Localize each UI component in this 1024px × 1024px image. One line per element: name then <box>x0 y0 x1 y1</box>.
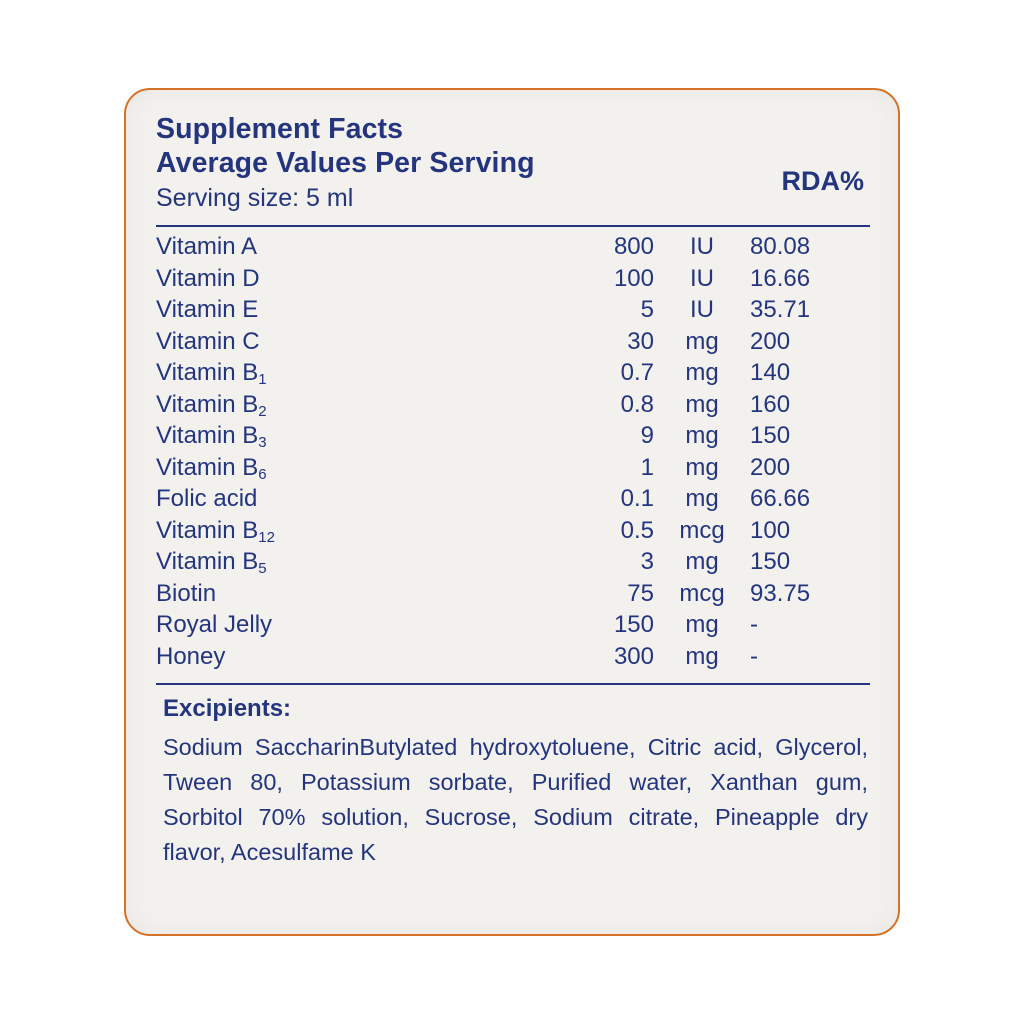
table-row <box>156 359 870 391</box>
nutrient-unit: IU <box>690 264 714 292</box>
nutrient-rda: 80.08 <box>750 233 811 260</box>
table-row <box>156 643 870 675</box>
nutrient-unit: mg <box>685 422 719 449</box>
nutrient-table-body <box>156 233 870 674</box>
nutrient-amount: 0.7 <box>620 359 654 386</box>
nutrient-subscript: 2 <box>258 402 267 420</box>
nutrient-unit: mcg <box>679 579 725 607</box>
rda-column-header: RDA% <box>781 166 864 196</box>
nutrient-amount: 800 <box>613 233 654 260</box>
nutrient-name <box>156 233 484 265</box>
divider-bottom <box>156 683 870 685</box>
nutrient-amount: 0.5 <box>620 516 654 544</box>
nutrient-unit: mcg <box>679 516 725 544</box>
nutrient-unit: mg <box>685 611 719 638</box>
nutrient-label: Vitamin C <box>156 327 260 355</box>
table-row <box>156 485 870 517</box>
nutrient-label: Vitamin A <box>156 233 257 260</box>
nutrient-rda: 150 <box>750 548 791 575</box>
nutrient-unit: IU <box>690 233 714 260</box>
nutrient-name <box>156 265 484 297</box>
page-title: Supplement Facts <box>156 113 404 145</box>
subtitle-average-values: Average Values Per Serving <box>156 147 535 179</box>
serving-size: Serving size: 5 ml <box>156 184 354 212</box>
nutrient-rda: 150 <box>750 422 791 449</box>
nutrient-label: Vitamin B <box>156 422 259 449</box>
table-row <box>156 265 870 297</box>
nutrient-name <box>156 328 484 360</box>
nutrient-unit: mg <box>685 390 719 418</box>
table-row <box>156 548 870 580</box>
supplement-facts-panel <box>124 88 900 936</box>
excipients-heading: Excipients: <box>163 695 292 722</box>
nutrient-label: Vitamin B <box>156 390 259 418</box>
nutrient-label: Vitamin B <box>156 359 259 386</box>
nutrient-name <box>156 580 484 612</box>
table-row <box>156 422 870 454</box>
nutrient-rda: 93.75 <box>750 579 811 607</box>
nutrient-label: Folic acid <box>156 485 258 512</box>
nutrient-name <box>156 391 484 423</box>
excipients-text: Sodium SaccharinButylated hydroxytoluene, Citric acid, Glycerol, Tween 80, Potassium sorbate, Purified water, Xanthan gum, Sorbitol 70% solution, Sucrose, Sodium citrate, Pineapple dry flavor, Acesulfame K <box>163 734 868 865</box>
nutrient-subscript: 12 <box>258 528 275 546</box>
nutrient-amount: 9 <box>640 422 654 449</box>
nutrient-unit: mg <box>685 359 719 386</box>
nutrient-label: Biotin <box>156 579 217 607</box>
nutrient-rda: 35.71 <box>750 296 811 323</box>
nutrient-unit: mg <box>685 485 719 512</box>
table-row <box>156 454 870 486</box>
nutrient-unit: mg <box>685 642 719 670</box>
nutrient-amount: 5 <box>640 296 654 323</box>
nutrient-unit: mg <box>685 453 719 481</box>
table-row <box>156 296 870 328</box>
nutrient-label: Vitamin B <box>156 516 259 544</box>
nutrient-name <box>156 359 484 391</box>
nutrient-unit: mg <box>685 327 719 355</box>
nutrient-name <box>156 454 484 486</box>
nutrient-subscript: 3 <box>258 434 267 451</box>
nutrient-rda: 100 <box>750 516 791 544</box>
nutrient-subscript: 6 <box>258 465 267 483</box>
nutrient-rda: 160 <box>750 390 791 418</box>
nutrient-rda: 16.66 <box>750 264 811 292</box>
label-inner <box>156 112 870 916</box>
nutrient-amount: 30 <box>627 327 654 355</box>
nutrient-label: Honey <box>156 642 226 670</box>
nutrient-subscript: 5 <box>258 560 267 577</box>
nutrient-name <box>156 643 484 675</box>
nutrient-rda: 200 <box>750 453 791 481</box>
nutrient-label: Royal Jelly <box>156 611 273 638</box>
nutrient-rda: 66.66 <box>750 485 811 512</box>
nutrient-rda: 200 <box>750 327 791 355</box>
nutrient-amount: 0.8 <box>620 390 654 418</box>
table-row <box>156 517 870 549</box>
nutrient-name <box>156 296 484 328</box>
nutrient-amount: 75 <box>627 579 654 607</box>
nutrient-name <box>156 517 484 549</box>
nutrient-amount: 150 <box>613 611 654 638</box>
nutrient-subscript: 1 <box>258 371 267 388</box>
label-header <box>156 112 870 214</box>
nutrient-label: Vitamin D <box>156 264 260 292</box>
nutrient-name <box>156 548 484 580</box>
nutrient-label: Vitamin B <box>156 453 259 481</box>
nutrient-name <box>156 422 484 454</box>
nutrient-amount: 3 <box>640 548 654 575</box>
table-row <box>156 580 870 612</box>
nutrient-label: Vitamin B <box>156 548 259 575</box>
nutrient-amount: 300 <box>613 642 654 670</box>
nutrient-amount: 0.1 <box>620 485 654 512</box>
table-row <box>156 328 870 360</box>
nutrient-label: Vitamin E <box>156 296 259 323</box>
divider-top <box>156 225 870 227</box>
nutrient-unit: mg <box>685 548 719 575</box>
nutrient-unit: IU <box>690 296 714 323</box>
nutrient-amount: 1 <box>640 453 654 481</box>
nutrient-rda: - <box>750 611 758 638</box>
table-row <box>156 391 870 423</box>
table-row <box>156 611 870 643</box>
nutrient-rda: 140 <box>750 359 791 386</box>
nutrient-name <box>156 485 484 517</box>
nutrient-table <box>156 233 870 674</box>
nutrient-amount: 100 <box>613 264 654 292</box>
nutrient-rda: - <box>750 642 758 670</box>
nutrient-name <box>156 611 484 643</box>
table-row <box>156 233 870 265</box>
